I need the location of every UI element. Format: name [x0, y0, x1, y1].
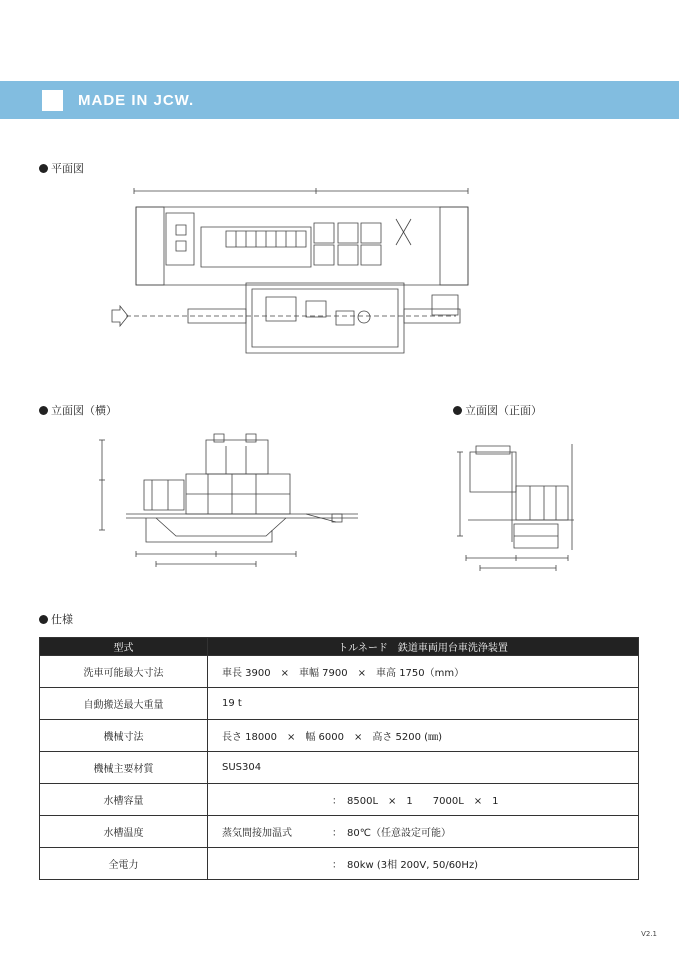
- version-label: V2.1: [641, 930, 657, 938]
- spec-row-value-secondary: ： 8500L × 1 7000L × 1: [332, 796, 499, 807]
- spec-row-label: 水槽温度: [40, 816, 208, 848]
- spec-header-label: 型式: [40, 638, 208, 656]
- side-view-drawing: [96, 430, 366, 572]
- spec-row-label: 全電力: [40, 848, 208, 880]
- spec-row-value-secondary: ： 80℃（任意設定可能）: [332, 828, 451, 839]
- plan-view-heading: 平面図: [39, 162, 84, 176]
- spec-row-value: [208, 848, 639, 880]
- front-view-heading: 立面図（正面）: [453, 404, 542, 418]
- bullet-icon: [453, 406, 462, 415]
- table-row: [40, 720, 639, 752]
- front-view-drawing: [456, 438, 580, 572]
- spec-row-value: SUS304: [208, 752, 639, 784]
- spec-row-value-secondary: ： 80kw (3相 200V, 50/60Hz): [332, 860, 479, 871]
- banner-square-mark: [42, 90, 63, 111]
- spec-table: [39, 637, 639, 880]
- spec-row-value: 車長 3900 × 車幅 7900 × 車高 1750（mm）: [208, 656, 639, 688]
- spec-row-label: 水槽容量: [40, 784, 208, 816]
- spec-row-label: 洗車可能最大寸法: [40, 656, 208, 688]
- spec-row-value: 長さ 18000 × 幅 6000 × 高さ 5200 (㎜): [208, 720, 639, 752]
- spec-row-value: [208, 784, 639, 816]
- spec-row-label: 自動搬送最大重量: [40, 688, 208, 720]
- table-row: [40, 656, 639, 688]
- banner-title: MADE IN JCW.: [78, 92, 195, 109]
- spec-row-value-primary: 蒸気間接加温式: [222, 828, 292, 839]
- table-row: [40, 816, 639, 848]
- spec-heading: 仕様: [39, 613, 73, 627]
- plan-view-drawing: [106, 185, 471, 360]
- bullet-icon: [39, 406, 48, 415]
- spec-header-value: トルネード 鉄道車両用台車洗浄装置: [208, 638, 639, 656]
- table-row: [40, 688, 639, 720]
- side-view-heading: 立面図（横）: [39, 404, 117, 418]
- table-row: [40, 848, 639, 880]
- table-row: [40, 784, 639, 816]
- bullet-icon: [39, 164, 48, 173]
- bullet-icon: [39, 615, 48, 624]
- table-row: [40, 752, 639, 784]
- spec-row-value: 19 t: [208, 688, 639, 720]
- spec-row-value: [208, 816, 639, 848]
- header-banner: [0, 81, 679, 119]
- spec-row-label: 機械寸法: [40, 720, 208, 752]
- spec-header-row: [40, 638, 639, 656]
- spec-row-label: 機械主要材質: [40, 752, 208, 784]
